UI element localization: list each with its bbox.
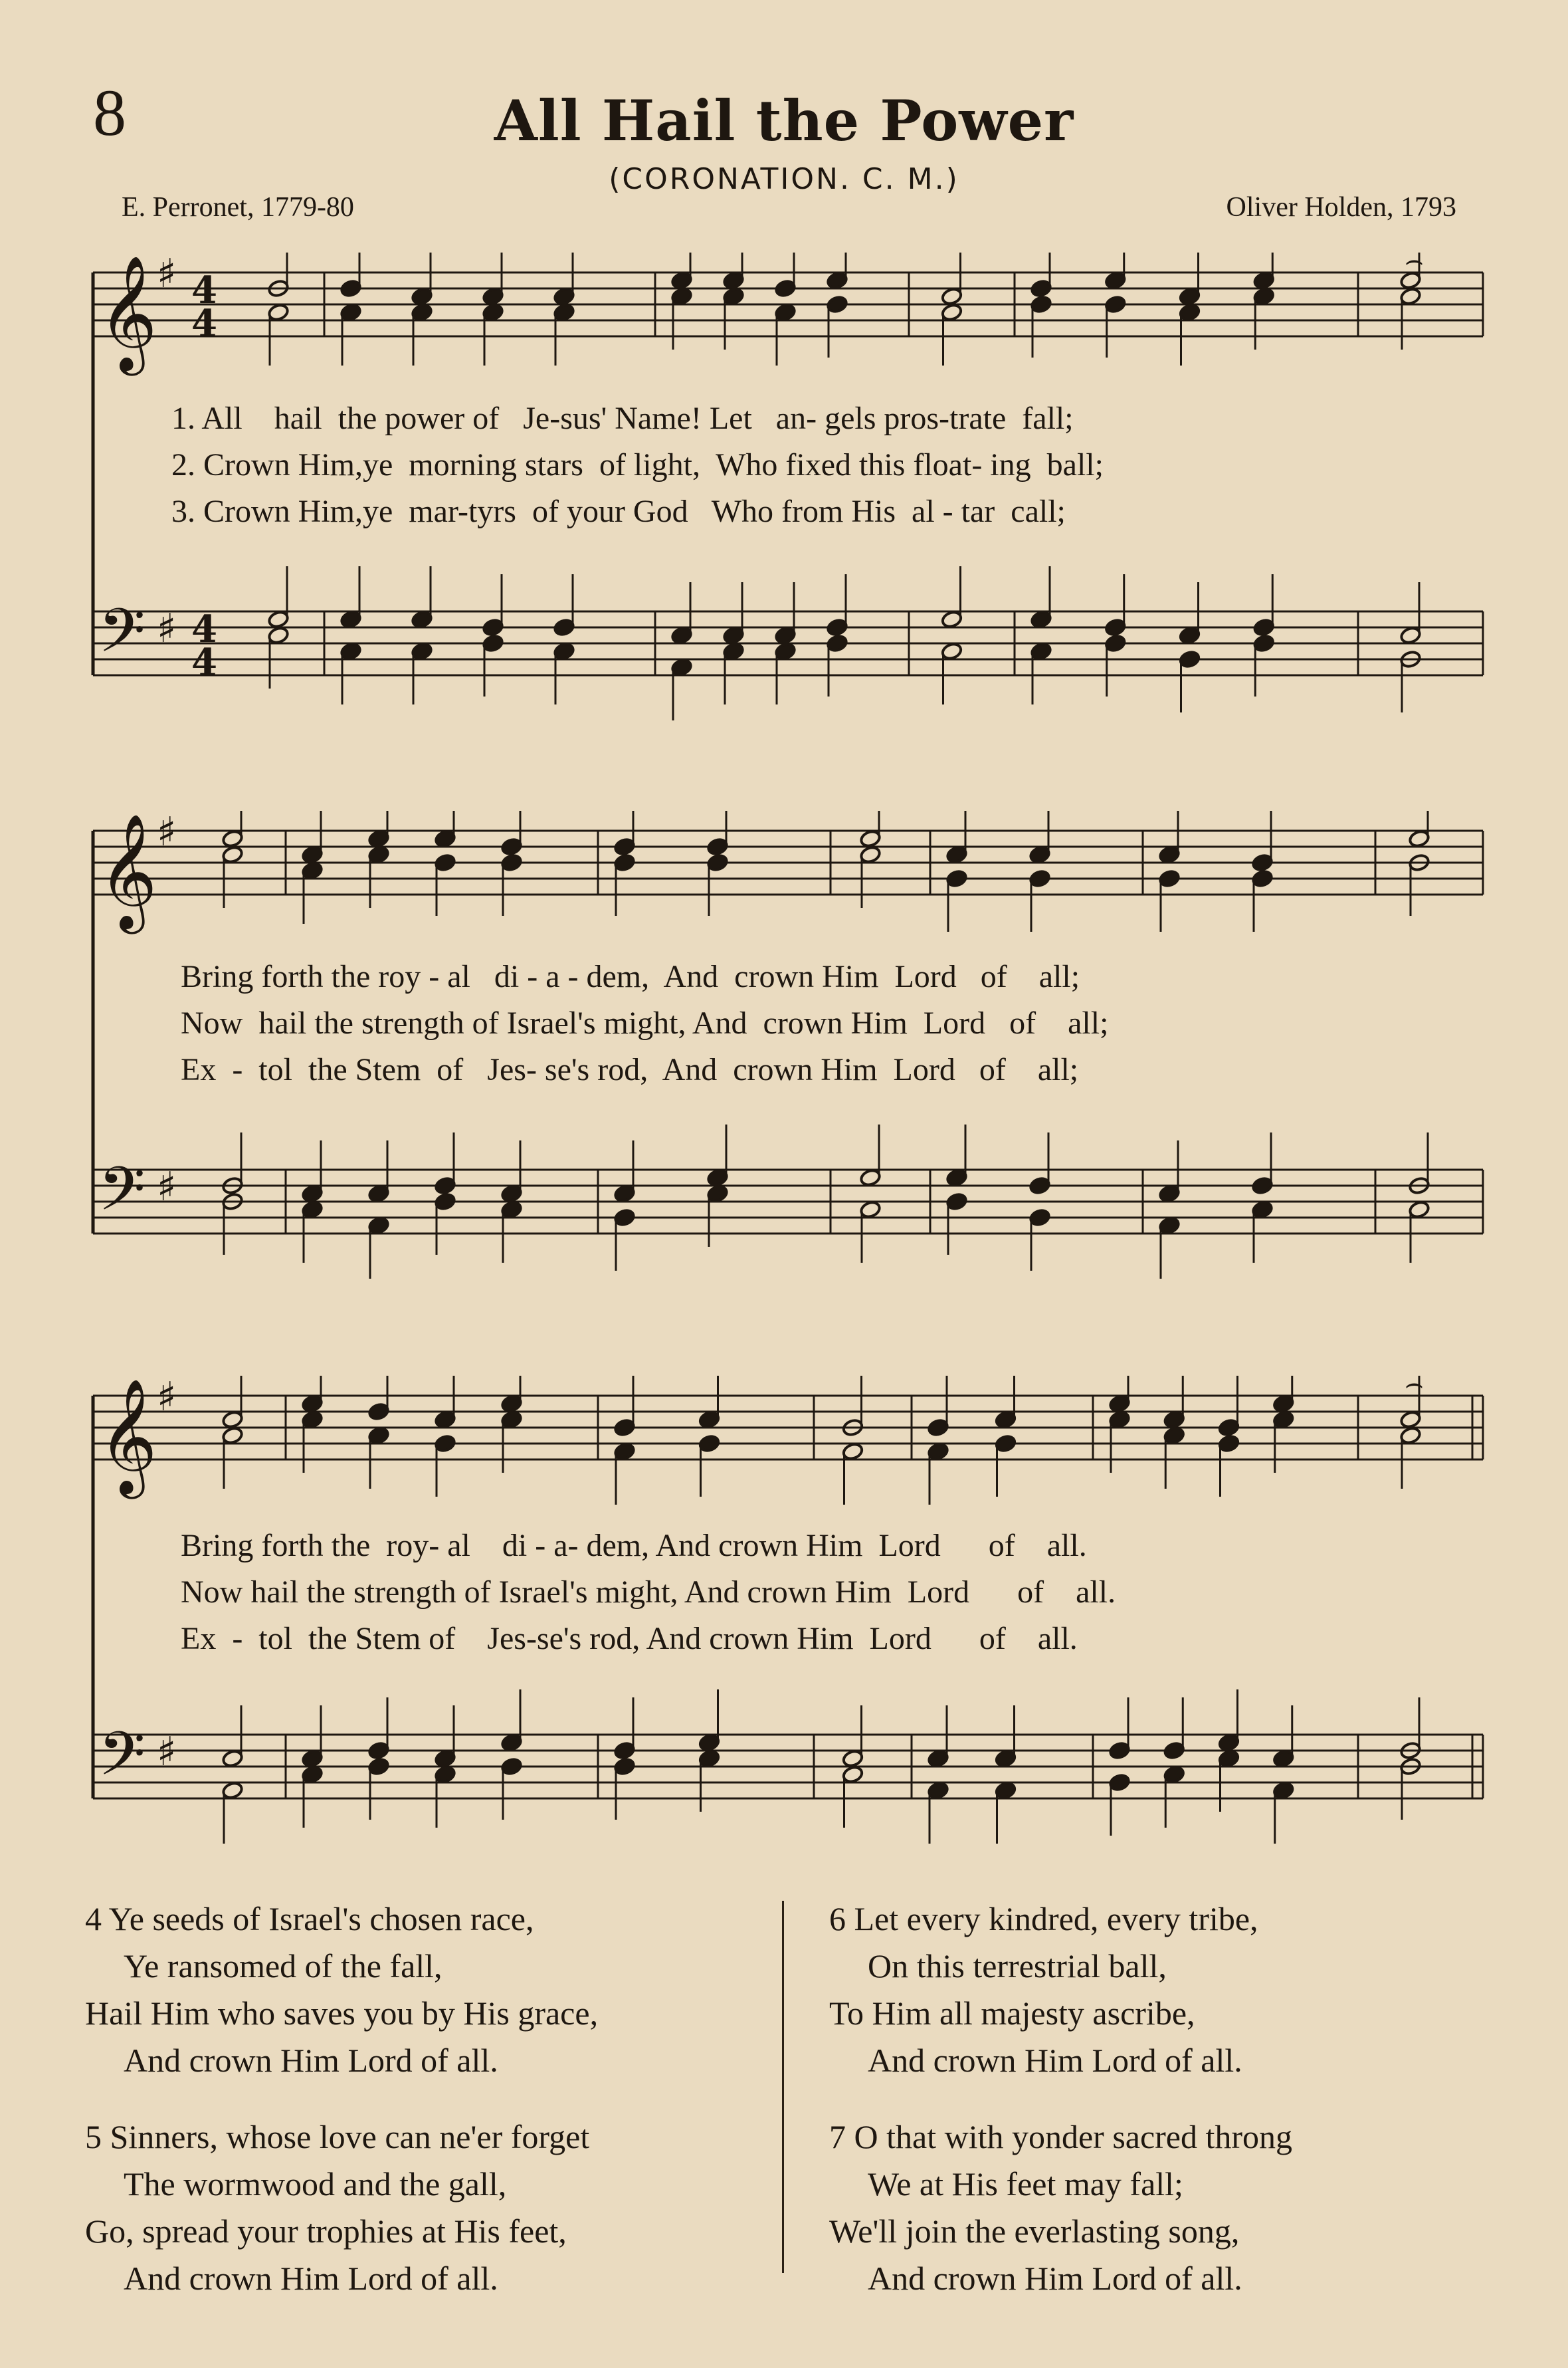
sharp-icon: ♯ [157, 1164, 177, 1210]
treble-clef-icon: 𝄞 [98, 255, 157, 371]
verse-line: The wormwood and the gall, [124, 2165, 507, 2203]
tune-name: (CORONATION. C. M.) [609, 162, 959, 196]
bass-clef-icon: 𝄢 [98, 595, 146, 681]
lyric-line-verse-1: Bring forth the roy - al di - a - dem, And crown Him Lord of all; [181, 959, 1080, 994]
verse-line [85, 1895, 598, 1943]
sharp-icon: ♯ [157, 811, 177, 855]
fermata-icon: ⌢ [1405, 1376, 1424, 1400]
verse-line: And crown Him Lord of all. [124, 2260, 498, 2297]
lyric-line-verse-3: Ex - tol the Stem of Jes- se's rod, And crown Him Lord of all; [181, 1052, 1079, 1087]
music-system-1 [0, 253, 1568, 731]
fermata-icon: ⌢ [1405, 253, 1424, 277]
verse-line [829, 1895, 1258, 1943]
verse-line: Hail Him who saves you by His grace, [85, 1994, 599, 2032]
lyric-line-verse-3: Ex - tol the Stem of Jes-se's rod, And crown Him Lord of all. [181, 1621, 1078, 1656]
verse-line: We at His feet may fall; [868, 2165, 1183, 2203]
verse-number: 4 [85, 1900, 102, 1937]
verse-line-text: Ye seeds of Israel's chosen race, [102, 1900, 534, 1937]
time-signature-denominator: 4 [191, 302, 217, 346]
treble-clef-icon: 𝄞 [98, 1378, 157, 1494]
verse-line: And crown Him Lord of all. [868, 2042, 1242, 2079]
verse-line-text: O that with yonder sacred throng [846, 2118, 1293, 2155]
verse-4 [85, 1895, 598, 2084]
sharp-icon: ♯ [157, 1729, 177, 1775]
verse-line: And crown Him Lord of all. [124, 2042, 498, 2079]
verse-7 [829, 2113, 1292, 2302]
time-signature-numerator: 4 [191, 269, 217, 312]
treble-clef-icon: 𝄞 [98, 813, 157, 929]
lyric-line-verse-2: 2. Crown Him,ye morning stars of light, Who fixed this float- ing ball; [171, 447, 1104, 483]
music-system-2 [0, 811, 1568, 1289]
time-signature-numerator: 4 [191, 607, 217, 651]
lyric-line-verse-1: 1. All hail the power of Je-sus' Name! Let an- gels pros-trate fall; [171, 401, 1074, 436]
verse-line: We'll join the everlasting song, [829, 2212, 1240, 2250]
verse-line: To Him all majesty ascribe, [829, 1994, 1195, 2032]
music-credit: Oliver Holden, 1793 [1226, 192, 1456, 223]
verse-line: Ye ransomed of the fall, [124, 1947, 442, 1985]
bass-clef-icon: 𝄢 [98, 1719, 146, 1804]
music-system-3 [0, 1376, 1568, 1854]
verse-line [85, 2113, 589, 2161]
lyric-line-verse-2: Now hail the strength of Israel's might, And crown Him Lord of all. [181, 1574, 1116, 1610]
time-signature-denominator: 4 [191, 641, 217, 685]
verse-line: And crown Him Lord of all. [868, 2260, 1242, 2297]
sharp-icon: ♯ [157, 1376, 177, 1420]
verse-number: 6 [829, 1900, 846, 1937]
verse-6 [829, 1895, 1258, 2084]
sharp-icon: ♯ [157, 253, 177, 297]
lyric-line-verse-3: 3. Crown Him,ye mar-tyrs of your God Who from His al - tar call; [171, 494, 1066, 529]
bass-clef-icon: 𝄢 [98, 1154, 146, 1239]
lyric-line-verse-1: Bring forth the roy- al di - a- dem, And crown Him Lord of all. [181, 1528, 1087, 1563]
verse-number: 7 [829, 2118, 846, 2155]
verse-line-text: Sinners, whose love can ne'er forget [102, 2118, 590, 2155]
verse-number: 5 [85, 2118, 102, 2155]
sharp-icon: ♯ [157, 605, 177, 652]
verse-line: Go, spread your trophies at His feet, [85, 2212, 567, 2250]
hymn-title: All Hail the Power [494, 88, 1074, 154]
page-number: 8 [93, 76, 126, 150]
verse-5 [85, 2113, 589, 2302]
verse-line [829, 2113, 1292, 2161]
verse-line: On this terrestrial ball, [868, 1947, 1167, 1985]
lyric-line-verse-2: Now hail the strength of Israel's might, And crown Him Lord of all; [181, 1006, 1109, 1041]
words-credit: E. Perronet, 1779-80 [122, 192, 354, 223]
verse-line-text: Let every kindred, every tribe, [846, 1900, 1258, 1937]
column-divider [782, 1901, 784, 2273]
